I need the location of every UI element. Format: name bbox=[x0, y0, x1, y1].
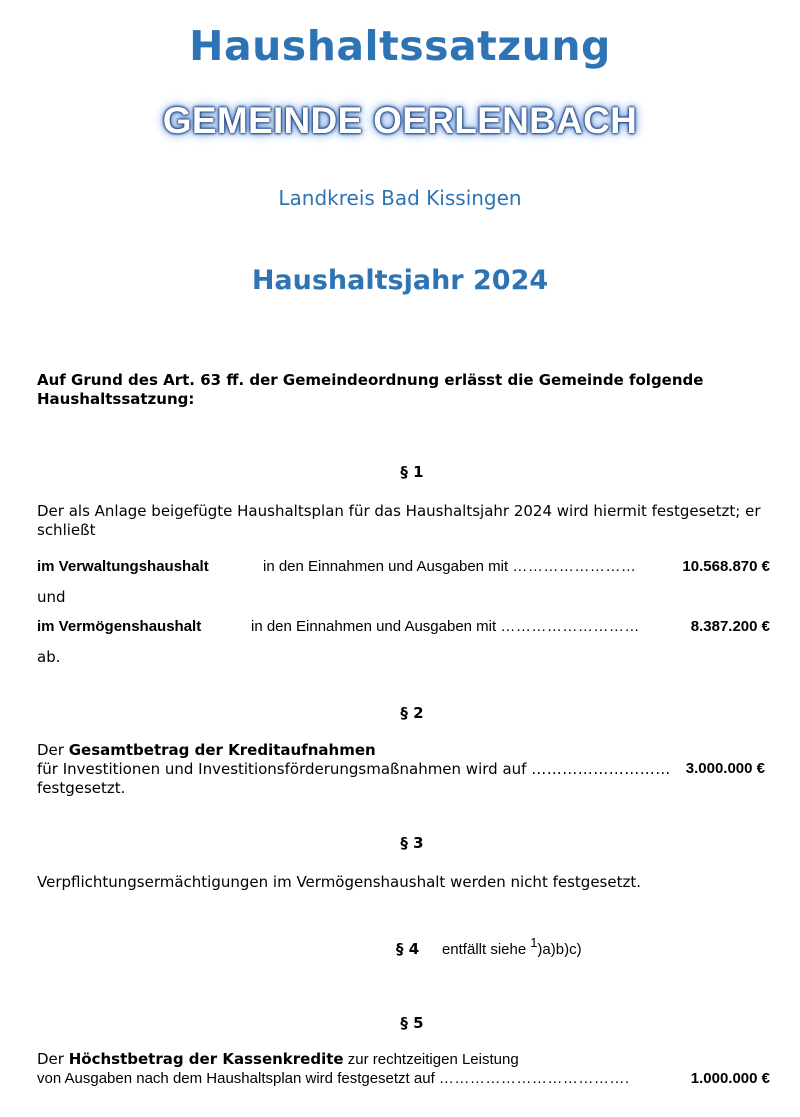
budget-year: Haushaltsjahr 2024 bbox=[251, 265, 549, 296]
admin-budget-amount: 10.568.870 € bbox=[682, 558, 770, 575]
asset-budget-amount: 8.387.200 € bbox=[690, 618, 770, 635]
admin-budget-row bbox=[37, 558, 770, 578]
section-3-heading: § 3 bbox=[400, 834, 424, 852]
credit-total-row bbox=[37, 760, 765, 780]
document-title: Haushaltssatzung bbox=[189, 22, 611, 70]
section-5-heading: § 5 bbox=[400, 1014, 424, 1032]
asset-budget-label: im Vermögenshaushalt bbox=[37, 618, 202, 635]
credit-total-label: Gesamtbetrag der Kreditaufnahmen bbox=[68, 741, 376, 759]
section-2-heading: § 2 bbox=[400, 704, 424, 722]
section-4-note: entfällt siehe $^1$)a)b)c) bbox=[441, 935, 582, 958]
asset-budget-row bbox=[37, 618, 770, 638]
section-2-line1: Der Gesamtbetrag der Kreditaufnahmen bbox=[37, 741, 376, 759]
district-name: Landkreis Bad Kissingen bbox=[278, 186, 522, 210]
section-1-end: ab. bbox=[37, 648, 61, 666]
admin-budget-text: in den Einnahmen und Ausgaben mit …………………… bbox=[263, 558, 637, 575]
community-name: GEMEINDE OERLENBACH bbox=[162, 100, 638, 141]
section-2-line3: festgesetzt. bbox=[37, 779, 126, 797]
cash-credit-text: von Ausgaben nach dem Haushaltsplan wird festgesetzt auf ………………………………. bbox=[37, 1070, 630, 1087]
cash-credit-label: Höchstbetrag der Kassenkredite bbox=[68, 1050, 344, 1068]
section-4-heading: § 4 entfällt siehe $^1$)a)b)c) bbox=[396, 935, 582, 958]
asset-budget-text: in den Einnahmen und Ausgaben mit ……………………… bbox=[251, 618, 640, 635]
and-text: und bbox=[37, 588, 66, 606]
credit-total-amount: 3.000.000 € bbox=[685, 760, 765, 777]
section-1-heading: § 1 bbox=[400, 463, 424, 481]
section-1-text: Der als Anlage beigefügte Haushaltsplan für das Haushaltsjahr 2024 wird hiermit festgesetzt; er schließt bbox=[37, 502, 761, 539]
credit-total-text: für Investitionen und Investitionsförderungsmaßnahmen wird auf ……………………… bbox=[37, 760, 671, 778]
section-3-text: Verpflichtungsermächtigungen im Vermögenshaushalt werden nicht festgesetzt. bbox=[37, 873, 641, 891]
cash-credit-amount: 1.000.000 € bbox=[690, 1070, 770, 1087]
section-5-line1: Der Höchstbetrag der Kassenkredite zur rechtzeitigen Leistung bbox=[37, 1050, 519, 1068]
admin-budget-label: im Verwaltungshaushalt bbox=[37, 558, 209, 575]
cash-credit-row bbox=[37, 1070, 770, 1090]
intro-paragraph: Auf Grund des Art. 63 ff. der Gemeindeordnung erlässt die Gemeinde folgende Haushaltssatzung: bbox=[37, 371, 704, 408]
